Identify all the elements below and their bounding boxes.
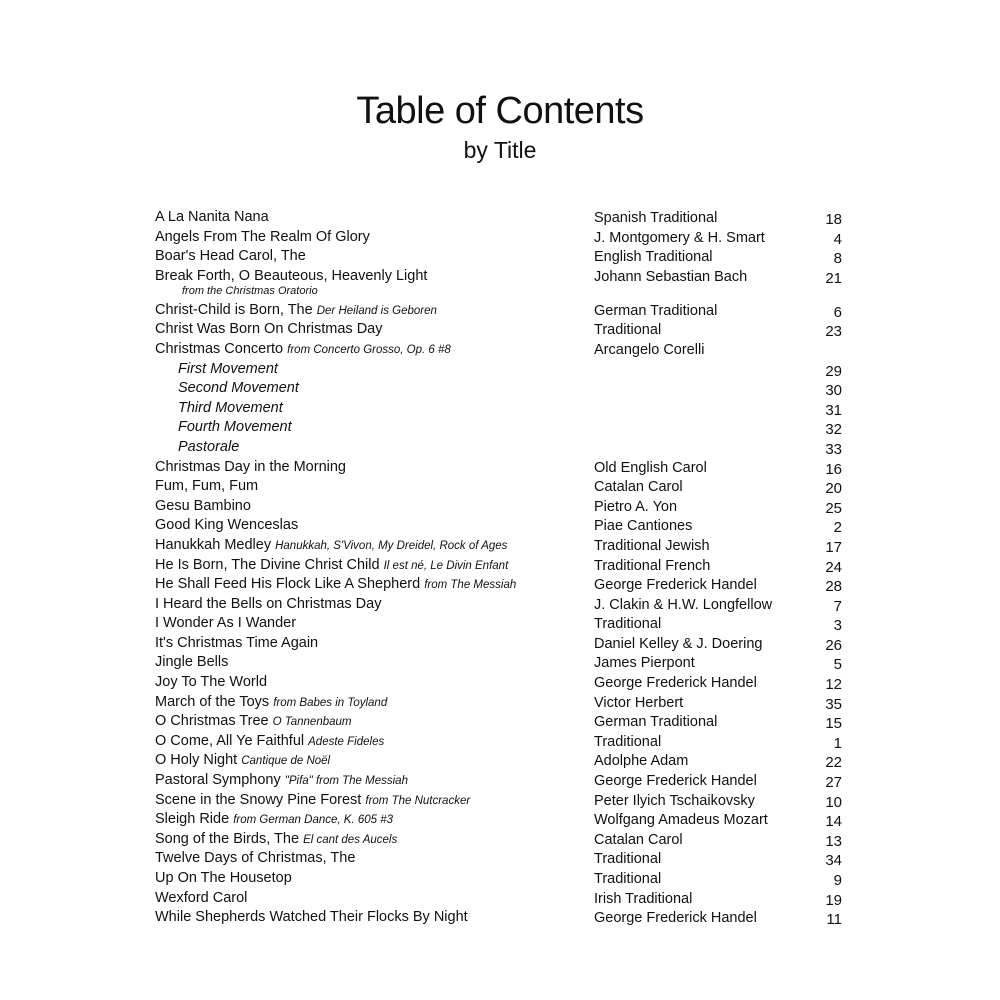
entry-page-number: 14 <box>825 813 842 831</box>
entry-composer: Catalan Carol <box>594 479 683 496</box>
entry-title <box>155 320 382 340</box>
entry-title <box>155 810 393 831</box>
entry-page-number: 20 <box>825 480 842 498</box>
toc-entry <box>155 208 845 228</box>
entry-title-text: Joy To The World <box>155 674 268 691</box>
entry-composer: Johann Sebastian Bach <box>594 268 748 285</box>
entry-page-number: 16 <box>825 460 842 478</box>
entry-title-text: Sleigh Ride <box>155 811 230 828</box>
entry-title-text: He Shall Feed His Flock Like A Shepherd <box>155 576 421 593</box>
toc-entry <box>155 228 845 248</box>
entry-title <box>155 732 384 753</box>
entry-title-text: I Wonder As I Wander <box>155 615 297 632</box>
entry-title-text: He Is Born, The Divine Christ Child <box>155 556 380 573</box>
entry-composer: Pietro A. Yon <box>594 498 678 515</box>
entry-title <box>155 497 251 517</box>
toc-entry <box>155 908 845 928</box>
entry-title <box>155 771 408 792</box>
entry-title <box>155 791 470 812</box>
entry-composer: Traditional <box>594 871 662 887</box>
entry-title-text: Good King Wenceslas <box>155 517 299 534</box>
entry-page-number: 6 <box>833 303 842 321</box>
toc-entry <box>155 830 845 850</box>
toc-entry <box>155 693 845 713</box>
entry-page-number: 25 <box>825 499 842 517</box>
entry-title <box>155 830 397 851</box>
entry-title-text: Christ Was Born On Christmas Day <box>155 321 383 338</box>
page-subtitle: by Title <box>463 137 537 163</box>
entry-composer: J. Clakin & H.W. Longfellow <box>594 596 773 613</box>
entry-page-number: 17 <box>825 538 842 556</box>
entry-page-number: 23 <box>825 323 842 341</box>
entry-title-text: A La Nanita Nana <box>155 209 269 225</box>
toc-entry <box>155 889 845 909</box>
toc-entry <box>155 301 845 321</box>
entry-page-number: 7 <box>833 597 842 615</box>
toc-entry <box>155 712 845 732</box>
entry-title-text: Scene in the Snowy Pine Forest <box>155 791 362 808</box>
toc-sub-entry <box>155 379 845 399</box>
entry-page-number: 22 <box>825 754 842 772</box>
entry-title-text: Christmas Day in the Morning <box>155 458 346 475</box>
entry-title <box>155 247 306 267</box>
entry-title <box>155 516 298 536</box>
entry-title <box>155 889 247 909</box>
entry-page-number: 8 <box>833 250 842 268</box>
entry-page-number: 19 <box>825 891 842 909</box>
toc-entry <box>155 614 845 634</box>
entry-title-text: Christ-Child is Born, The <box>155 301 313 318</box>
entry-title <box>155 693 387 714</box>
toc-entry <box>155 477 845 497</box>
entry-composer: Daniel Kelley & J. Doering <box>594 635 763 652</box>
entry-subtitle: from The Nutcracker <box>365 794 471 807</box>
toc-sub-entry <box>155 418 845 438</box>
entry-title-text: Second Movement <box>178 380 299 397</box>
entry-page-number: 3 <box>833 617 842 635</box>
toc-entry <box>155 516 845 536</box>
entry-title <box>155 340 451 361</box>
entry-title <box>155 849 355 869</box>
entry-title <box>155 477 258 497</box>
entry-note: from the Christmas Oratorio <box>182 284 318 297</box>
entry-title-text: I Heard the Bells on Christmas Day <box>155 595 382 612</box>
toc-entry <box>155 595 845 615</box>
entry-page-number: 26 <box>825 636 842 654</box>
entry-subtitle: O Tannenbaum <box>272 716 352 729</box>
entry-composer: George Frederick Handel <box>594 773 757 790</box>
entry-title-text: Angels From The Realm Of Glory <box>155 228 370 245</box>
entry-page-number: 2 <box>833 519 842 537</box>
entry-page-number: 30 <box>825 382 842 400</box>
entry-title <box>155 301 437 322</box>
entry-title <box>155 595 381 615</box>
entry-subtitle: from German Dance, K. 605 #3 <box>233 814 394 827</box>
entry-page-number: 13 <box>825 832 842 850</box>
entry-title <box>155 712 352 733</box>
entry-composer: Wolfgang Amadeus Mozart <box>594 812 768 829</box>
entry-page-number: 29 <box>825 362 842 380</box>
entry-title-text: Third Movement <box>178 399 283 416</box>
page-title: Table of Contents <box>356 90 644 132</box>
entry-page-number: 9 <box>833 872 842 889</box>
toc-entry <box>155 791 845 811</box>
entry-composer: Piae Cantiones <box>594 518 693 535</box>
entry-composer: Catalan Carol <box>594 831 683 848</box>
entry-page-number: 5 <box>833 656 842 674</box>
entry-subtitle: from Concerto Grosso, Op. 6 #8 <box>287 343 451 356</box>
entry-subtitle: Hanukkah, S'Vivon, My Dreidel, Rock of Ages <box>275 539 508 552</box>
toc-entry <box>155 810 845 830</box>
entry-title <box>178 438 239 458</box>
entry-page-number: 31 <box>825 401 842 419</box>
toc-entry <box>155 653 845 673</box>
entry-subtitle: Der Heiland is Geboren <box>316 304 437 317</box>
entry-title <box>155 614 296 634</box>
entry-page-number: 35 <box>825 695 842 713</box>
entry-title <box>155 908 468 928</box>
entry-title <box>155 751 330 772</box>
entry-composer: George Frederick Handel <box>594 675 757 692</box>
toc-entry <box>155 751 845 771</box>
entry-title-text: Break Forth, O Beauteous, Heavenly Light <box>155 267 428 284</box>
entry-page-number: 4 <box>833 230 842 248</box>
entry-title <box>155 673 267 693</box>
entry-title <box>155 575 516 596</box>
entry-page-number: 11 <box>826 911 842 929</box>
entry-title <box>155 869 292 889</box>
toc-entry <box>155 673 845 693</box>
entry-title-text: March of the Toys <box>155 693 270 710</box>
entry-page-number: 27 <box>825 774 842 792</box>
entry-title-text: O Holy Night <box>155 752 238 769</box>
entry-subtitle: from Babes in Toyland <box>273 696 388 709</box>
entry-composer: German Traditional <box>594 714 718 731</box>
entry-title-text: Gesu Bambino <box>155 497 251 514</box>
entry-composer: Traditional <box>594 733 662 750</box>
toc-entry <box>155 849 845 869</box>
entry-subtitle: Adeste Fideles <box>308 735 385 748</box>
entry-page-number: 24 <box>825 558 842 576</box>
entry-title-text: Christmas Concerto <box>155 340 284 357</box>
entry-title <box>178 360 278 380</box>
entry-composer: J. Montgomery & H. Smart <box>594 229 765 246</box>
entry-title-text: Jingle Bells <box>155 654 229 671</box>
entry-composer: Irish Traditional <box>594 890 693 907</box>
entry-page-number: 28 <box>825 578 842 596</box>
entry-page-number: 12 <box>825 676 842 694</box>
entry-title <box>178 399 283 419</box>
toc-entry <box>155 458 845 478</box>
entry-title-text: First Movement <box>178 360 278 377</box>
entry-composer: Traditional <box>594 616 662 633</box>
toc-sub-entry <box>155 360 845 380</box>
toc-list <box>155 208 845 928</box>
toc-sub-entry <box>155 399 845 419</box>
entry-page-number: 1 <box>833 734 842 752</box>
entry-composer: Traditional <box>594 851 662 868</box>
entry-title <box>155 556 508 577</box>
entry-composer: George Frederick Handel <box>594 577 757 594</box>
entry-title <box>155 458 346 478</box>
toc-entry <box>155 497 845 517</box>
entry-title-text: Twelve Days of Christmas, The <box>155 850 356 867</box>
entry-title-text: While Shepherds Watched Their Flocks By Night <box>155 909 468 926</box>
entry-subtitle: "Pifa" from The Messiah <box>284 775 408 788</box>
entry-composer: English Traditional <box>594 249 713 266</box>
entry-composer: Traditional Jewish <box>594 537 710 554</box>
entry-title <box>155 228 370 248</box>
entry-title-text: Up On The Housetop <box>155 870 292 886</box>
entry-title-text: Pastoral Symphony <box>155 772 281 789</box>
entry-subtitle: Il est né, Le Divin Enfant <box>383 559 509 572</box>
entry-composer: Old English Carol <box>594 459 707 476</box>
toc-entry <box>155 247 845 267</box>
entry-title-text: Boar's Head Carol, The <box>155 248 306 265</box>
toc-entry <box>155 575 845 595</box>
toc-entry <box>155 267 845 301</box>
entry-composer: Victor Herbert <box>594 694 684 711</box>
entry-title <box>178 379 299 399</box>
entry-title-text: It's Christmas Time Again <box>155 634 319 651</box>
toc-entry <box>155 536 845 556</box>
entry-composer: Peter Ilyich Tschaikovsky <box>594 792 755 809</box>
entry-page-number: 15 <box>825 715 842 733</box>
entry-composer: Adolphe Adam <box>594 753 689 770</box>
entry-title <box>155 536 507 557</box>
entry-title-text: Fourth Movement <box>178 419 292 436</box>
entry-title-text: Song of the Birds, The <box>155 830 300 847</box>
toc-entry <box>155 869 845 889</box>
entry-composer: James Pierpont <box>594 655 695 672</box>
entry-title-text: Fum, Fum, Fum <box>155 478 259 495</box>
entry-composer: Traditional French <box>594 557 711 574</box>
toc-entry <box>155 771 845 791</box>
entry-title-text: Wexford Carol <box>155 889 248 906</box>
entry-subtitle: Cantique de Noël <box>241 755 331 768</box>
entry-title-text: Hanukkah Medley <box>155 536 272 553</box>
entry-subtitle: El cant des Aucels <box>303 833 398 846</box>
entry-title <box>155 208 269 228</box>
toc-entry <box>155 634 845 654</box>
entry-title <box>155 634 318 654</box>
entry-title <box>178 418 292 438</box>
entry-composer: Arcangelo Corelli <box>594 341 705 358</box>
entry-composer: Traditional <box>594 322 662 339</box>
entry-composer: German Traditional <box>594 302 718 319</box>
toc-sub-entry <box>155 438 845 458</box>
toc-entry <box>155 732 845 752</box>
entry-title-text: Pastorale <box>178 438 240 455</box>
entry-page-number: 32 <box>825 421 842 439</box>
entry-composer: George Frederick Handel <box>594 910 757 927</box>
entry-title-text: O Christmas Tree <box>155 713 269 730</box>
entry-composer: Spanish Traditional <box>594 210 718 226</box>
toc-entry <box>155 340 845 360</box>
entry-subtitle: from The Messiah <box>424 579 517 592</box>
entry-page-number: 21 <box>825 269 842 287</box>
entry-page-number: 10 <box>825 793 842 811</box>
entry-page-number: 18 <box>825 211 842 228</box>
entry-title-text: O Come, All Ye Faithful <box>155 732 305 749</box>
entry-page-number: 34 <box>825 852 842 870</box>
entry-title <box>155 653 228 673</box>
toc-entry <box>155 320 845 340</box>
toc-entry <box>155 556 845 576</box>
entry-page-number: 33 <box>825 440 842 458</box>
